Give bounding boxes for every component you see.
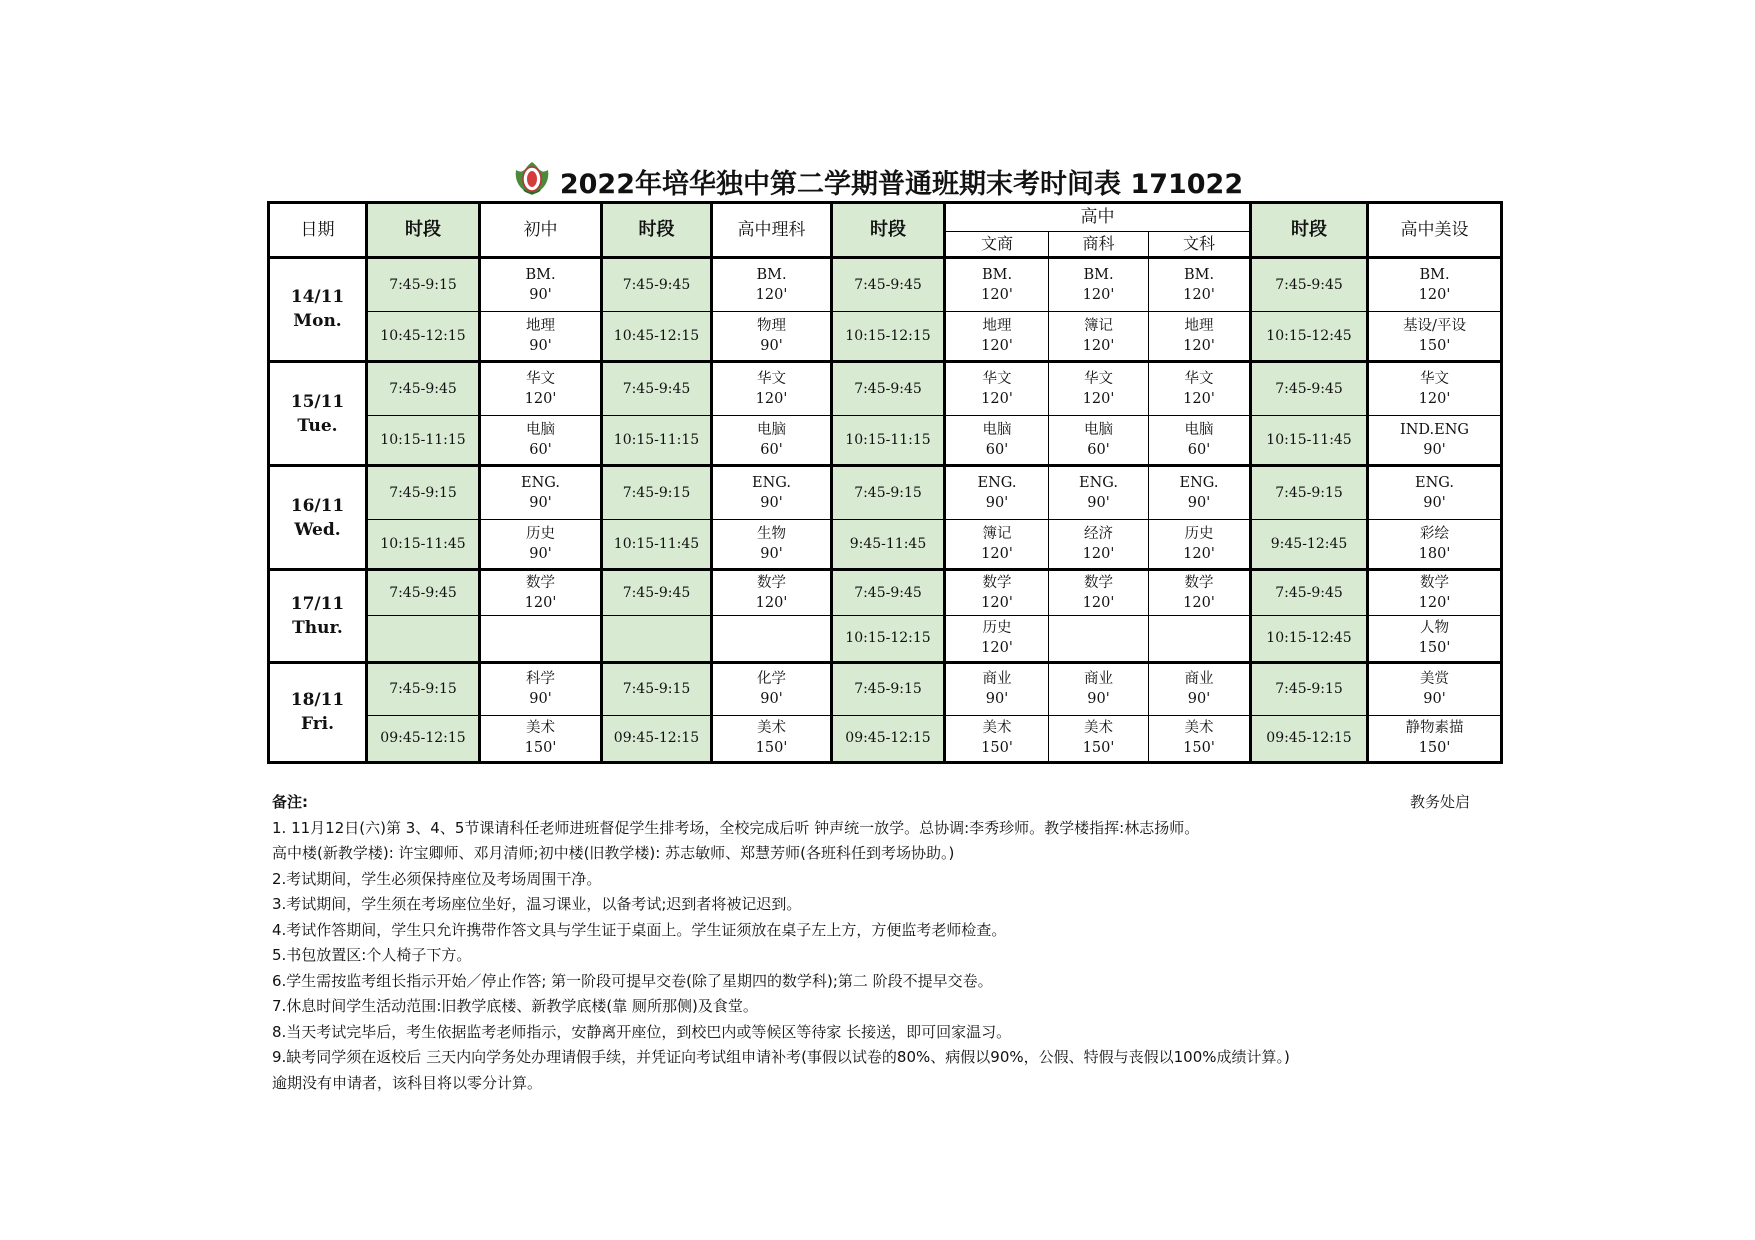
- subject-name: BM.: [756, 267, 787, 284]
- senior-time-slot: 10:15-12:15: [832, 312, 945, 362]
- subject-duration: 120': [1082, 390, 1115, 407]
- subject-duration: 90': [1187, 691, 1211, 708]
- subject-name: 美术: [526, 720, 555, 737]
- day-date-cell: [269, 466, 367, 570]
- subject-name: 美术: [1084, 720, 1113, 737]
- subject-duration: 90': [1423, 442, 1446, 459]
- art-subject-cell: [1368, 258, 1502, 312]
- subject-duration: 90': [985, 495, 1009, 512]
- subject-duration: 150': [1183, 740, 1215, 757]
- senior-time-slot: 7:45-9:45: [832, 258, 945, 312]
- subject-duration: 120': [1082, 546, 1115, 563]
- subject-name: 美术: [982, 720, 1012, 737]
- notes-section: [272, 790, 1502, 1096]
- subject-duration: 120': [1183, 546, 1215, 563]
- subject-duration: 90': [985, 691, 1009, 708]
- subject-name: IND.ENG: [1400, 422, 1470, 439]
- subject-name: 历史: [982, 620, 1012, 637]
- wenke-subject-cell: [1149, 616, 1251, 662]
- junior-subject-cell: [480, 570, 602, 616]
- header-date: 日期: [269, 203, 367, 258]
- science-subject-cell: [712, 361, 832, 415]
- day-date-cell: [269, 570, 367, 663]
- science-time-slot: 10:15-11:45: [602, 520, 712, 570]
- table-row: [269, 415, 1502, 466]
- junior-subject-cell: [480, 361, 602, 415]
- subject-name: 华文: [982, 370, 1012, 387]
- art-time-slot: 10:15-12:45: [1251, 616, 1368, 662]
- art-subject-cell: [1368, 361, 1502, 415]
- note-line: 8.当天考试完毕后，考生依据监考老师指示，安静离开座位，到校巴内或等候区等待家 长接送，即可回家温习。: [272, 1022, 1012, 1041]
- wenshang-subject-cell: [945, 415, 1049, 466]
- junior-time-slot: 10:45-12:15: [367, 312, 480, 362]
- subject-name: 电脑: [526, 422, 555, 439]
- subject-duration: 90': [529, 337, 552, 354]
- wenshang-subject-cell: [945, 616, 1049, 662]
- science-time-slot: 7:45-9:45: [602, 361, 712, 415]
- table-row: [269, 662, 1502, 715]
- junior-subject-cell: [480, 715, 602, 762]
- subject-name: 数学: [1420, 575, 1450, 592]
- art-time-slot: 7:45-9:15: [1251, 662, 1368, 715]
- subject-name: 电脑: [1084, 422, 1113, 439]
- subject-duration: 60': [1187, 442, 1211, 459]
- subject-name: 商业: [1084, 671, 1113, 688]
- subject-duration: 120': [1183, 337, 1215, 354]
- junior-subject-cell: [480, 616, 602, 662]
- art-subject-cell: [1368, 616, 1502, 662]
- subject-name: BM.: [981, 267, 1013, 284]
- senior-time-slot: 7:45-9:15: [832, 662, 945, 715]
- subject-name: 数学: [1184, 575, 1214, 592]
- science-time-slot: 09:45-12:15: [602, 715, 712, 762]
- shangke-subject-cell: [1049, 361, 1149, 415]
- art-time-slot: 10:15-12:45: [1251, 312, 1368, 362]
- subject-duration: 120': [981, 640, 1013, 657]
- subject-duration: 60': [529, 442, 552, 459]
- subject-duration: 150': [524, 740, 557, 757]
- senior-time-slot: 10:15-11:15: [832, 415, 945, 466]
- science-subject-cell: [712, 415, 832, 466]
- day-date-cell: [269, 662, 367, 762]
- subject-name: 历史: [1184, 526, 1214, 543]
- subject-name: ENG.: [1179, 475, 1219, 492]
- exam-timetable: [267, 201, 1503, 764]
- subject-name: 地理: [982, 317, 1012, 334]
- subject-name: BM.: [525, 267, 556, 284]
- day-weekday: Tue.: [297, 415, 338, 436]
- subject-name: 电脑: [1184, 422, 1214, 439]
- subject-duration: 90': [529, 287, 552, 304]
- table-row: [269, 616, 1502, 662]
- subject-name: 数学: [757, 575, 786, 592]
- subject-name: 华文: [1184, 370, 1214, 387]
- art-subject-cell: [1368, 415, 1502, 466]
- art-subject-cell: [1368, 520, 1502, 570]
- day-weekday: Thur.: [292, 617, 343, 638]
- subject-duration: 150': [1418, 640, 1451, 657]
- art-time-slot: 9:45-12:45: [1251, 520, 1368, 570]
- subject-name: 商业: [1184, 671, 1214, 688]
- shangke-subject-cell: [1049, 662, 1149, 715]
- subject-duration: 60': [1087, 442, 1110, 459]
- subject-duration: 180': [1418, 546, 1451, 563]
- science-subject-cell: [712, 312, 832, 362]
- subject-name: 地理: [1184, 317, 1214, 334]
- wenke-subject-cell: [1149, 466, 1251, 520]
- science-time-slot: 7:45-9:45: [602, 570, 712, 616]
- day-date: 15/11: [290, 391, 345, 412]
- shangke-subject-cell: [1049, 258, 1149, 312]
- subject-duration: 120': [755, 595, 788, 612]
- subject-name: 物理: [757, 317, 786, 334]
- subject-duration: 120': [755, 390, 788, 407]
- note-line: 9.缺考同学须在返校后 三天内向学务处办理请假手续，并凭证向考试组申请补考(事假以试卷的80%、病假以90%，公假、特假与丧假以100%成绩计算。): [272, 1048, 1290, 1066]
- shangke-subject-cell: [1049, 570, 1149, 616]
- subject-duration: 120': [524, 595, 557, 612]
- senior-time-slot: 10:15-12:15: [832, 616, 945, 662]
- science-subject-cell: [712, 616, 832, 662]
- subject-duration: 120': [981, 337, 1013, 354]
- subject-name: BM.: [1083, 267, 1114, 284]
- subject-duration: 120': [981, 390, 1013, 407]
- science-time-slot: 7:45-9:15: [602, 466, 712, 520]
- subject-duration: 90': [1087, 495, 1110, 512]
- subject-duration: 120': [981, 595, 1013, 612]
- science-subject-cell: [712, 520, 832, 570]
- subject-duration: 60': [760, 442, 783, 459]
- junior-time-slot: 10:15-11:15: [367, 415, 480, 466]
- header-slot-junior: 时段: [367, 203, 480, 258]
- art-subject-cell: [1368, 715, 1502, 762]
- table-row: [269, 466, 1502, 520]
- science-time-slot: 10:15-11:15: [602, 415, 712, 466]
- subject-duration: 60': [985, 442, 1009, 459]
- subject-duration: 90': [529, 546, 552, 563]
- subject-name: 生物: [757, 526, 786, 543]
- subject-name: ENG.: [977, 475, 1017, 492]
- table-row: [269, 570, 1502, 616]
- art-time-slot: 7:45-9:15: [1251, 466, 1368, 520]
- junior-time-slot: 09:45-12:15: [367, 715, 480, 762]
- wenke-subject-cell: [1149, 415, 1251, 466]
- subject-duration: 150': [981, 740, 1013, 757]
- note-line: 3.考试期间，学生须在考场座位坐好，温习课业，以备考试;迟到者将被记迟到。: [272, 895, 802, 913]
- subject-duration: 120': [1418, 390, 1451, 407]
- subject-name: 美术: [757, 720, 786, 737]
- art-subject-cell: [1368, 570, 1502, 616]
- subject-name: 华文: [757, 370, 786, 387]
- science-subject-cell: [712, 466, 832, 520]
- wenke-subject-cell: [1149, 662, 1251, 715]
- day-weekday: Wed.: [294, 519, 341, 540]
- subject-name: 美术: [1184, 720, 1214, 737]
- day-weekday: Mon.: [293, 311, 342, 332]
- page-title: [0, 160, 1755, 203]
- header-science: 高中理科: [712, 203, 832, 258]
- shangke-subject-cell: [1049, 520, 1149, 570]
- wenke-subject-cell: [1149, 715, 1251, 762]
- shangke-subject-cell: [1049, 466, 1149, 520]
- subject-duration: 120': [1082, 337, 1115, 354]
- subject-duration: 90': [1423, 691, 1446, 708]
- subject-name: 人物: [1420, 620, 1450, 637]
- wenshang-subject-cell: [945, 520, 1049, 570]
- subject-name: 美赏: [1420, 671, 1450, 688]
- subject-name: 经济: [1084, 526, 1113, 543]
- science-time-slot: [602, 616, 712, 662]
- wenke-subject-cell: [1149, 312, 1251, 362]
- header-slot-senior: 时段: [832, 203, 945, 258]
- science-subject-cell: [712, 570, 832, 616]
- junior-time-slot: 10:15-11:45: [367, 520, 480, 570]
- day-date: 17/11: [290, 593, 345, 614]
- title-text: 2022年培华独中第二学期普通班期末考时间表 171022: [559, 169, 1244, 200]
- note-line: 6.学生需按监考组长指示开始／停止作答; 第一阶段可提早交卷(除了星期四的数学科);第二 阶段不提早交卷。: [272, 971, 993, 990]
- subject-name: 基设/平设: [1403, 317, 1466, 334]
- subject-name: BM.: [1419, 267, 1450, 284]
- science-subject-cell: [712, 662, 832, 715]
- subject-name: ENG.: [752, 475, 791, 492]
- shangke-subject-cell: [1049, 415, 1149, 466]
- junior-time-slot: 7:45-9:15: [367, 466, 480, 520]
- note-line: 5.书包放置区:个人椅子下方。: [272, 946, 472, 964]
- subject-duration: 120': [1082, 595, 1115, 612]
- table-row: [269, 715, 1502, 762]
- science-time-slot: 7:45-9:45: [602, 258, 712, 312]
- subject-duration: 90': [1423, 495, 1446, 512]
- note-line: 7.休息时间学生活动范围:旧教学底楼、新教学底楼(靠 厕所那侧)及食堂。: [272, 997, 758, 1015]
- science-subject-cell: [712, 715, 832, 762]
- subject-name: ENG.: [521, 475, 560, 492]
- junior-subject-cell: [480, 258, 602, 312]
- school-crest-icon: [512, 160, 552, 203]
- header-senior: 高中: [945, 203, 1251, 232]
- note-line: 1. 11月12日(六)第 3、4、5节课请科任老师进班督促学生排考场，全校完成后听 钟声统一放学。总协调:李秀珍师。教学楼指挥:林志扬师。: [272, 818, 1200, 837]
- subject-name: ENG.: [1079, 475, 1118, 492]
- table-row: [269, 312, 1502, 362]
- day-date-cell: [269, 258, 367, 362]
- header-shangke: 商科: [1049, 231, 1149, 257]
- junior-time-slot: 7:45-9:45: [367, 570, 480, 616]
- office-signature: 教务处启: [1410, 793, 1471, 811]
- subject-duration: 90': [760, 546, 783, 563]
- notes-title: 备注:: [272, 793, 308, 811]
- table-row: [269, 520, 1502, 570]
- senior-time-slot: 9:45-11:45: [832, 520, 945, 570]
- header-wenshang: 文商: [945, 231, 1049, 257]
- subject-name: 商业: [982, 671, 1012, 688]
- header-art: 高中美设: [1368, 203, 1502, 258]
- wenshang-subject-cell: [945, 258, 1049, 312]
- subject-name: 数学: [526, 575, 555, 592]
- art-subject-cell: [1368, 312, 1502, 362]
- subject-name: 历史: [526, 526, 555, 543]
- note-line: 逾期没有申请者，该科目将以零分计算。: [272, 1073, 543, 1092]
- subject-name: ENG.: [1415, 475, 1454, 492]
- wenshang-subject-cell: [945, 466, 1049, 520]
- junior-subject-cell: [480, 415, 602, 466]
- subject-duration: 150': [755, 740, 788, 757]
- subject-name: 簿记: [982, 526, 1012, 543]
- subject-duration: 120': [755, 287, 788, 304]
- header-wenke: 文科: [1149, 231, 1251, 257]
- subject-duration: 120': [981, 287, 1013, 304]
- art-subject-cell: [1368, 466, 1502, 520]
- junior-time-slot: 7:45-9:45: [367, 361, 480, 415]
- subject-duration: 90': [529, 495, 552, 512]
- subject-name: 数学: [982, 575, 1012, 592]
- science-time-slot: 7:45-9:15: [602, 662, 712, 715]
- wenshang-subject-cell: [945, 662, 1049, 715]
- junior-subject-cell: [480, 312, 602, 362]
- subject-name: 华文: [1420, 370, 1450, 387]
- senior-time-slot: 09:45-12:15: [832, 715, 945, 762]
- subject-name: 静物素描: [1405, 720, 1464, 737]
- note-line: 2.考试期间，学生必须保持座位及考场周围干净。: [272, 869, 602, 888]
- subject-duration: 120': [524, 390, 557, 407]
- wenshang-subject-cell: [945, 570, 1049, 616]
- subject-duration: 120': [1082, 287, 1115, 304]
- subject-duration: 90': [529, 691, 552, 708]
- wenke-subject-cell: [1149, 361, 1251, 415]
- subject-name: 华文: [1084, 370, 1113, 387]
- subject-duration: 90': [1187, 495, 1211, 512]
- science-subject-cell: [712, 258, 832, 312]
- art-time-slot: 10:15-11:45: [1251, 415, 1368, 466]
- subject-name: 电脑: [982, 422, 1012, 439]
- wenke-subject-cell: [1149, 520, 1251, 570]
- shangke-subject-cell: [1049, 616, 1149, 662]
- junior-time-slot: 7:45-9:15: [367, 662, 480, 715]
- science-time-slot: 10:45-12:15: [602, 312, 712, 362]
- subject-duration: 120': [1183, 287, 1215, 304]
- day-date: 18/11: [290, 690, 345, 711]
- table-row: [269, 361, 1502, 415]
- subject-name: 彩绘: [1420, 526, 1450, 543]
- subject-duration: 120': [1183, 390, 1215, 407]
- art-time-slot: 7:45-9:45: [1251, 570, 1368, 616]
- subject-name: 化学: [757, 671, 786, 688]
- senior-time-slot: 7:45-9:45: [832, 361, 945, 415]
- table-row: [269, 258, 1502, 312]
- junior-subject-cell: [480, 466, 602, 520]
- junior-time-slot: 7:45-9:15: [367, 258, 480, 312]
- subject-duration: 150': [1418, 337, 1451, 354]
- subject-name: 簿记: [1084, 317, 1113, 334]
- note-line: 高中楼(新教学楼): 许宝卿师、邓月清师;初中楼(旧教学楼): 苏志敏师、郑慧芳师(各班科任到考场协助。): [272, 844, 955, 862]
- subject-name: 地理: [526, 317, 555, 334]
- junior-subject-cell: [480, 662, 602, 715]
- day-date: 14/11: [290, 287, 345, 308]
- day-date: 16/11: [290, 495, 345, 516]
- header-slot-science: 时段: [602, 203, 712, 258]
- wenshang-subject-cell: [945, 715, 1049, 762]
- subject-name: BM.: [1183, 267, 1215, 284]
- subject-duration: 120': [981, 546, 1013, 563]
- subject-duration: 120': [1418, 595, 1451, 612]
- subject-name: 华文: [526, 370, 555, 387]
- wenshang-subject-cell: [945, 361, 1049, 415]
- subject-duration: 120': [1418, 287, 1451, 304]
- art-time-slot: 7:45-9:45: [1251, 361, 1368, 415]
- wenke-subject-cell: [1149, 258, 1251, 312]
- note-line: 4.考试作答期间，学生只允许携带作答文具与学生证于桌面上。学生证须放在桌子左上方，方便监考老师检查。: [272, 920, 1007, 939]
- subject-duration: 120': [1183, 595, 1215, 612]
- art-subject-cell: [1368, 662, 1502, 715]
- shangke-subject-cell: [1049, 312, 1149, 362]
- art-time-slot: 7:45-9:45: [1251, 258, 1368, 312]
- subject-name: 电脑: [757, 422, 786, 439]
- header-row: [269, 203, 1502, 232]
- header-junior: 初中: [480, 203, 602, 258]
- wenshang-subject-cell: [945, 312, 1049, 362]
- subject-duration: 90': [760, 691, 783, 708]
- subject-name: 科学: [526, 671, 555, 688]
- senior-time-slot: 7:45-9:15: [832, 466, 945, 520]
- wenke-subject-cell: [1149, 570, 1251, 616]
- day-weekday: Fri.: [300, 714, 335, 735]
- junior-time-slot: [367, 616, 480, 662]
- senior-time-slot: 7:45-9:45: [832, 570, 945, 616]
- subject-name: 数学: [1084, 575, 1113, 592]
- subject-duration: 90': [1087, 691, 1110, 708]
- day-date-cell: [269, 361, 367, 466]
- subject-duration: 150': [1082, 740, 1115, 757]
- art-time-slot: 09:45-12:15: [1251, 715, 1368, 762]
- shangke-subject-cell: [1049, 715, 1149, 762]
- junior-subject-cell: [480, 520, 602, 570]
- subject-duration: 90': [760, 495, 783, 512]
- subject-duration: 90': [760, 337, 783, 354]
- subject-duration: 150': [1418, 740, 1451, 757]
- header-slot-art: 时段: [1251, 203, 1368, 258]
